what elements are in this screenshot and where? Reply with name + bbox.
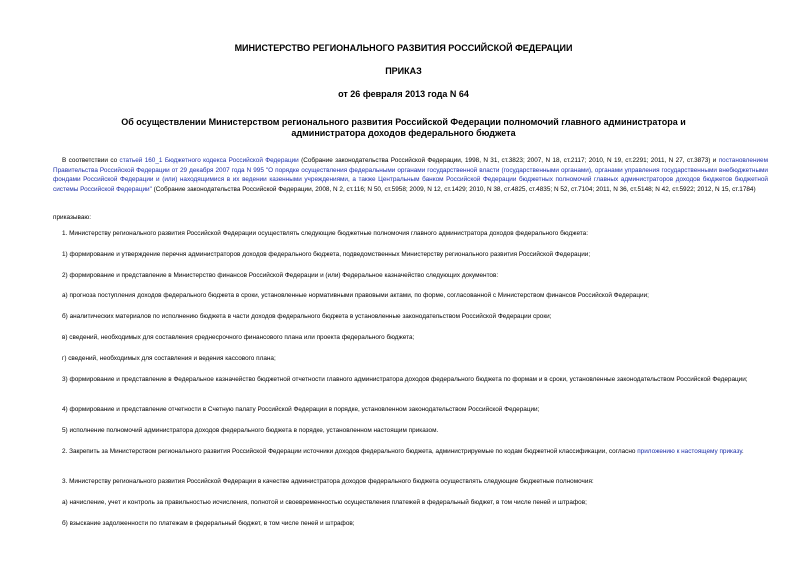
item-1-2-v: в) сведений, необходимых для составления среднесрочного финансового плана или проекта федерального бюджета; xyxy=(62,334,415,341)
budget-code-link[interactable]: статьей 160_1 Бюджетного кодекса Российской Федерации xyxy=(119,157,299,164)
order-word: приказываю: xyxy=(53,214,91,221)
government-resolution-link[interactable]: постановлением Правительства Российской Федерации от 29 декабря 2007 года N 995 "О порядке осуществления федеральными органами государственной власти (государственными органами), органами управления государственными внебюджетными фондами Российской Федерации и (или) находящимися в их ведении казенными учреждениями, а также Центральным банком Российской Федерации бюджетных полномочий главных администраторов доходов бюджетов бюджетной системы Российской Федерации" xyxy=(53,157,768,193)
item-1-1: 1) формирование и утверждение перечня администраторов доходов федерального бюджета, подведомственных Министерству регионального развития Российской Федерации; xyxy=(62,251,591,258)
item-3: 3. Министерству регионального развития Российской Федерации в качестве администратора доходов федерального бюджета осуществлять следующие бюджетные полномочия: xyxy=(62,478,594,485)
intro-text-2: (Собрание законодательства Российской Федерации, 1998, N 31, ст.3823; 2007, N 18, ст.2117; 2010, N 19, ст.2291; 2011, N 27, ст.3873) и xyxy=(298,157,719,164)
item-3-a: а) начисление, учет и контроль за правильностью исчисления, полнотой и своевременностью осуществления платежей в федеральный бюджет, в том числе пеней и штрафов; xyxy=(62,499,587,506)
item-2-end: . xyxy=(741,448,744,455)
item-1-2-g: г) сведений, необходимых для составления и ведения кассового плана; xyxy=(62,355,276,362)
item-2 xyxy=(53,447,768,457)
ministry-heading: МИНИСТЕРСТВО РЕГИОНАЛЬНОГО РАЗВИТИЯ РОССИЙСКОЙ ФЕДЕРАЦИИ xyxy=(234,43,573,53)
item-2-text: 2. Закрепить за Министерством регионального развития Российской Федерации источники доходов федерального бюджета, администрируемые по кодам бюджетной классификации, согласно xyxy=(62,448,638,455)
intro-text-1: В соответствии со xyxy=(62,157,120,164)
document-subject: Об осуществлении Министерством регионального развития Российской Федерации полномочий главного администратора и администратора доходов федерального бюджета xyxy=(121,117,686,138)
intro-paragraph xyxy=(53,156,768,194)
item-1-2: 2) формирование и представление в Министерство финансов Российской Федерации и (или) Федеральное казначейство следующих документов: xyxy=(62,272,499,279)
item-1-2-a: а) прогноза поступления доходов федерального бюджета в сроки, установленные нормативными правовыми актами, по форме, согласованной с Министерством финансов Российской Федерации; xyxy=(62,292,649,299)
item-1-5: 5) исполнение полномочий администратора доходов федерального бюджета в порядке, установленном настоящим приказом. xyxy=(62,427,439,434)
date-number-heading: от 26 февраля 2013 года N 64 xyxy=(338,89,469,99)
item-3-b: б) взыскание задолженности по платежам в федеральный бюджет, в том числе пеней и штрафов; xyxy=(62,520,355,527)
intro-text-3: (Собрание законодательства Российской Федерации, 2008, N 2, ст.116; N 50, ст.5958; 2009, N 12, ст.1429; 2010, N 38, ст.4825, ст.4835; N 52, ст.7104; 2011, N 36, ст.5148; N 42, ст.5922; 2012, N 15, ст.1784) xyxy=(151,185,756,193)
doc-type-heading: ПРИКАЗ xyxy=(385,66,422,76)
appendix-link[interactable]: приложению к настоящему приказу xyxy=(637,448,742,455)
item-1-4: 4) формирование и представление отчетности в Счетную палату Российской Федерации в порядке, установленном законодательством Российской Федерации; xyxy=(62,406,540,413)
item-1-3: 3) формирование и представление в Федеральное казначейство бюджетной отчетности главного администратора доходов федерального бюджета по формам и в сроки, установленные законодательством Российской Федерации; xyxy=(62,376,748,383)
item-1-2-b: б) аналитических материалов по исполнению бюджета в части доходов федерального бюджета в установленные законодательством Российской Федерации сроки; xyxy=(62,313,552,320)
item-1: 1. Министерству регионального развития Российской Федерации осуществлять следующие бюджетные полномочия главного администратора доходов федерального бюджета: xyxy=(62,230,588,237)
